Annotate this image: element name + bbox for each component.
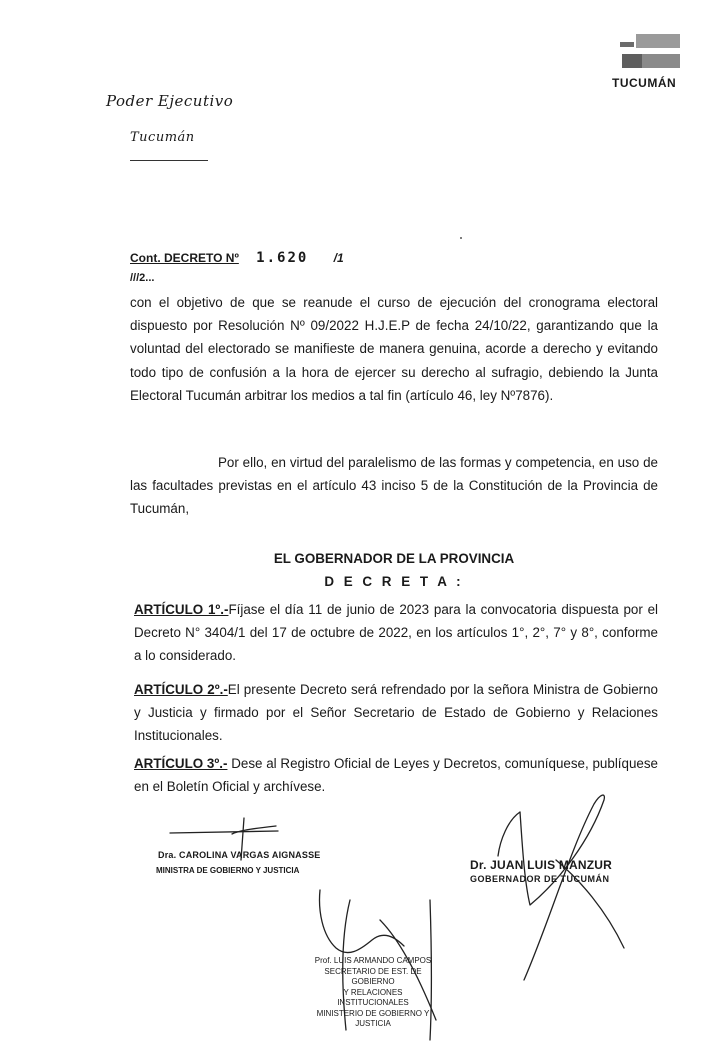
page-continuation: ///2... <box>130 272 155 284</box>
secretary-role-line2: Y RELACIONES INSTITUCIONALES <box>337 987 409 1007</box>
letterhead-subtitle: Tucumán <box>130 130 195 145</box>
secretary-role-line1: SECRETARIO DE EST. DE GOBIERNO <box>324 966 422 986</box>
secretary-signature-stroke <box>320 890 404 953</box>
decree-suffix: /1 <box>333 251 344 265</box>
por-ello-paragraph: Por ello, en virtud del paralelismo de las formas y competencia, en uso de las facultades previstas en el artículo 43 inciso 5 de la Constitución de la Provincia de Tucumán, <box>130 455 658 517</box>
article-3-text: Dese al Registro Oficial de Leyes y Decretos, comuníquese, publíquese en el Boletín Oficial y archívese. <box>134 756 658 795</box>
letterhead-title: Poder Ejecutivo <box>106 92 234 110</box>
decree-number: 1.620 <box>256 250 309 266</box>
article-2-text: El presente Decreto será refrendado por la señora Ministra de Gobierno y Justicia y firmado por el Señor Secretario de Estado de Gobierno y Relaciones Institucionales. <box>134 682 659 744</box>
decree-subheading: D E C R E T A : <box>324 574 464 589</box>
decree-reference <box>130 250 344 266</box>
speck <box>460 237 462 239</box>
minister-role: MINISTRA DE GOBIERNO Y JUSTICIA <box>156 866 300 875</box>
secretary-role-line3: MINISTERIO DE GOBIERNO Y JUSTICIA <box>316 1008 430 1028</box>
minister-name: Dra. CAROLINA VARGAS AIGNASSE <box>158 850 321 860</box>
article-1-text: Fíjase el día 11 de junio de 2023 para la convocatoria dispuesta por el Decreto N° 3404/1 del 17 de octubre de 2022, en los artículos 1°, 2°, 7° y 8°, conforme a lo considerado. <box>134 602 658 664</box>
secretary-name: Prof. LUIS ARMANDO CAMPOS <box>314 956 432 965</box>
article-2 <box>134 678 658 748</box>
secretary-block <box>308 956 438 1030</box>
considerando-paragraph: con el objetivo de que se reanude el curso de ejecución del cronograma electoral dispuesto por Resolución Nº 09/2022 H.J.E.P de fecha 24/10/22, garantizando que la voluntad del electorado se manifieste de manera genuina, acorde a derecho y evitando todo tipo de confusión a la hora de ejercer su derecho al sufragio, debiendo la Junta Electoral Tucumán arbitrar los medios a tal fin (artículo 46, ley Nº7876). <box>130 295 658 403</box>
reference-label: Cont. DECRETO Nº <box>130 251 239 265</box>
article-3-label: ARTÍCULO 3º.- <box>134 756 228 771</box>
article-1 <box>134 598 658 668</box>
minister-signature-stroke <box>170 831 278 833</box>
tucuman-logo-icon <box>620 34 682 74</box>
article-2-label: ARTÍCULO 2º.- <box>134 682 228 697</box>
decree-heading: EL GOBERNADOR DE LA PROVINCIA <box>273 551 515 566</box>
governor-name: Dr. JUAN LUIS MANZUR <box>470 858 613 872</box>
governor-signature-stroke <box>520 795 604 980</box>
logo-text: TUCUMÁN <box>612 76 677 90</box>
letterhead-rule <box>130 160 208 161</box>
governor-role: GOBERNADOR DE TUCUMÁN <box>470 874 610 884</box>
article-1-label: ARTÍCULO 1º.- <box>134 602 229 617</box>
article-3 <box>134 752 658 798</box>
